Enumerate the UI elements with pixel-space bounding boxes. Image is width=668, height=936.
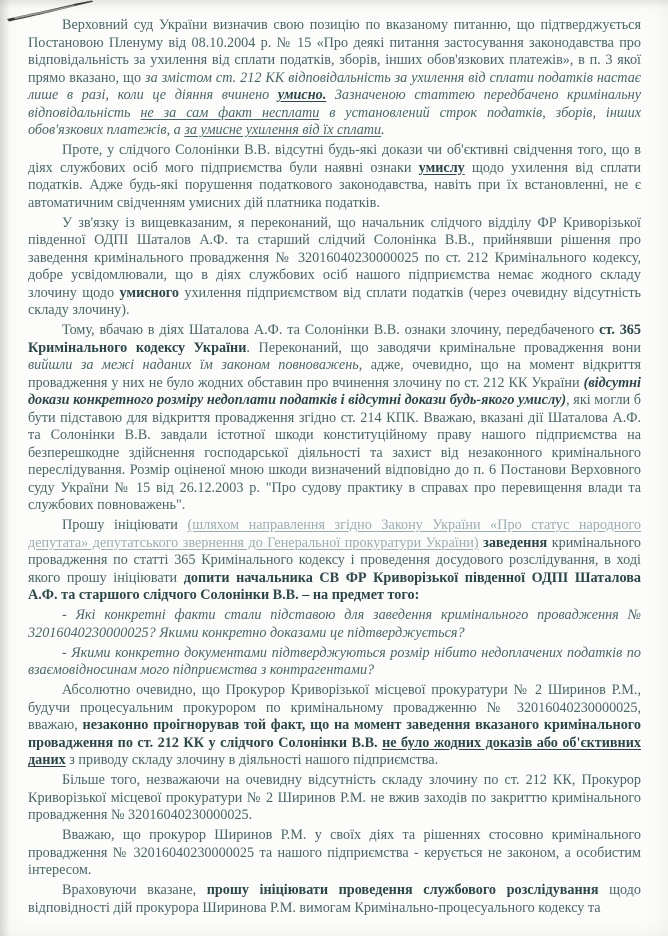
text-run: Тому, вбачаю в діях Шаталова А.Ф. та Солонінки В.В. ознаки злочину, передбаченого: [62, 322, 600, 338]
text-run: . Переконаний, що заводячи кримінальне провадження вони: [246, 339, 641, 356]
text-run: Вважаю, що прокурор Ширинов Р.М. у своїх діях та рішеннях стосовно кримінального провадження № 32016040230000025 та нашого підприємства - керується не законом, а особистим інтересом.: [28, 827, 641, 878]
paragraph-7: [28, 645, 641, 680]
text-run: заведення: [483, 534, 548, 551]
text-run: Верховний суд України визначив свою позицію по вказаному питанню, що підтверджується Постановою Пленуму від 08.10.2004 р. № 15 «Про деякі питання застосування законодавства про відповідальність за ухилення від сплати податків, зборів, інших обов'язкових платежів», в п. 3 якої прямо вказано, що: [28, 17, 641, 86]
paragraph-2: [28, 142, 641, 212]
text-run: Враховуючи вказане,: [62, 882, 207, 898]
text-run: Прошу ініціювати: [62, 517, 188, 533]
text-run: (шляхом направлення згідно Закону України «Про статус народного депутата» депутатського звернення до Генеральної прокуратури України): [28, 517, 641, 551]
text-run: вийшли за межі наданих їм законом повноважень: [28, 357, 359, 373]
text-run: , адже, очевидно, що на момент відкриття провадження у них не було жодних обставин про вчинення злочину по ст. 212 КК України: [28, 357, 641, 391]
paragraph-4: [28, 322, 641, 515]
text-run: в установлений строк податків, зборів, інших обов'язкових платежів, а: [28, 104, 641, 138]
text-run: Абсолютно очевидно, що Прокурор Криворізької місцевої прокуратури № 2 Ширинов Р.М., будучи процесуальним прокурором по кримінальному провадженню № 32016040230000025, вважаю,: [28, 682, 641, 733]
text-run: - Які конкретні факти стали підставою для заведення кримінального провадження № 32016040230000025? Якими конкретно доказами це підтверджується?: [28, 607, 641, 641]
paragraph-1: [28, 17, 641, 140]
text-run: допити начальника СВ ФР Криворізької південної ОДПІ Шаталова А.Ф. та старшого слідчого Солонінки В.В. – на предмет того:: [28, 569, 641, 603]
text-run: ухилення підприємством від сплати податків (через очевидну відсутність складу злочину).: [28, 284, 641, 318]
paragraph-5: [28, 517, 641, 605]
paragraph-9: [28, 772, 641, 825]
text-run: умисно.: [277, 87, 327, 103]
text-run: Більше того, незважаючи на очевидну відсутність складу злочину по ст. 212 КК, Прокурор Криворізької місцевої прокуратури № 2 Ширинов Р.М. не вжив заходів по закриттю кримінального провадження № 32016040230000025.: [28, 772, 641, 823]
text-run: У зв'язку із вищевказаним, я переконаний, що начальник слідчого відділу ФР Криворізької південної ОДПІ Шаталов А.Ф. та старший слідчий Солонінка В.В., прийнявши рішення про заведення кримінального провадження № 32016040230000025 по ст. 212 Кримінального кодексу, добре усвідомлювали, що в діях службових осіб нашого підприємства немає жодного складу злочину щодо: [28, 214, 641, 301]
text-run: .: [381, 122, 385, 138]
text-run: Зазначеною статтею передбачено кримінальну відповідальність: [28, 87, 641, 121]
text-run: за умисне ухилення від їх сплати: [184, 122, 382, 138]
text-run: (відсутні докази конкретного розміру недоплати податків і відсутні докази будь-якого умислу): [28, 374, 641, 408]
text-run: не було жодних доказів або об'єктивних даних: [28, 734, 642, 768]
paragraph-3: [28, 215, 641, 320]
text-run: незаконно проігнорував той факт, що на момент заведення вказаного кримінального провадження по ст. 212 КК у слідчого Солонінки В.В.: [28, 717, 641, 751]
text-run: умисного: [119, 284, 179, 301]
text-run: не за сам факт несплати: [140, 104, 320, 121]
paragraph-10: [28, 827, 641, 880]
text-run: з приводу складу злочину в діяльності нашого підприємства.: [65, 752, 439, 768]
text-run: кримінального провадження по статті 365 Кримінального кодексу і проведення досудового розслідування, в ході якого прошу ініціювати: [28, 534, 642, 586]
text-run: ст. 365 Кримінального кодексу України: [28, 322, 641, 356]
document-body: [28, 17, 641, 920]
paragraph-11: [28, 882, 641, 917]
text-run: щодо ухилення від сплати податків. Адже будь-які порушення податкового законодавства, навіть при їх встановленні, не є автоматичним свідченням умисних дій платника податків.: [28, 159, 642, 211]
text-run: - Якими конкретно документами підтверджуються розмір нібито недоплачених податків по взаємовідносинам мого підприємства з контрагентами?: [28, 644, 641, 678]
text-run: щодо відповідності дій прокурора Ширинова Р.М. вимогам Кримінально-процесуального кодексу та: [28, 882, 641, 916]
text-run: умислу: [418, 159, 465, 176]
text-run: , які могли б бути підставою для відкриття провадження згідно ст. 214 КПК. Вважаю, вказані дії Шаталова А.Ф. та Солонінки В.В. завдали істотної шкоди конституційному праву нашого підприємства на безперешкодне здійснення господарської діяльності та захист від незаконного кримінального переслідування. Розмір оціненої мною шкоди визначений відповідно до п. 6 Постанови Верховного суду України № 15 від 26.12.2003 р. "Про судову практику в справах про перевищення влади та службових повноважень".: [28, 392, 642, 513]
text-run: Проте, у слідчого Солонінки В.В. відсутні будь-які докази чи об'єктивні свідчення того, що в діях службових осіб мого підприємства були наявні ознаки: [28, 142, 641, 176]
paragraph-8: [28, 682, 641, 770]
paragraph-6: [28, 607, 641, 642]
text-run: за змістом ст. 212 КК відповідальність за ухилення від сплати податків настає лише в разі, коли це діяння вчинено: [28, 69, 641, 103]
text-run: прошу ініціювати проведення службового розслідування: [206, 882, 599, 898]
